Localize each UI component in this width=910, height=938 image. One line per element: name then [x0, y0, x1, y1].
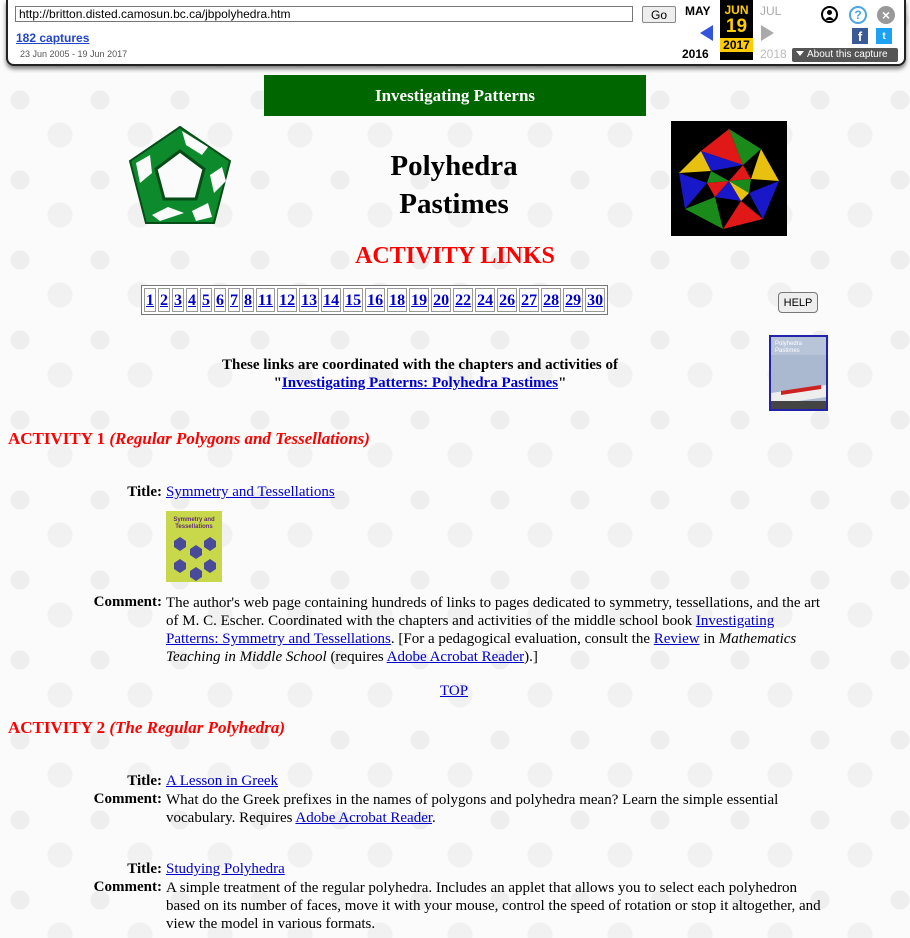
investigating-patterns-symmetry-link[interactable]: Investigating Patterns: Symmetry and Tessellations [166, 613, 775, 647]
page-title [340, 147, 568, 223]
current-capture-date [720, 0, 753, 60]
go-button[interactable]: Go [642, 6, 676, 23]
facebook-icon[interactable]: f [852, 28, 868, 44]
activity-1-heading [8, 429, 370, 449]
activity-nav-link-20[interactable]: 20 [433, 292, 450, 309]
coordination-link-line [190, 374, 650, 392]
activity-nav-cell [431, 288, 451, 312]
captures-link[interactable]: 182 captures [16, 31, 90, 45]
review-link[interactable]: Review [653, 631, 700, 647]
activity-nav-link-1[interactable]: 1 [146, 292, 154, 309]
lesson-in-greek-comment [166, 791, 826, 827]
activity-nav-cell [585, 288, 605, 312]
stellated-polyhedron-image [671, 121, 787, 236]
comment-text: The author's web page containing hundreds of links to pages dedicated to symmetry, tessellations, and the art of M. C. Escher. Coordinated with the chapters and activities of the middle school book [166, 595, 821, 629]
book-cover-title: Polyhedra Pastimes [775, 341, 803, 354]
about-capture-button[interactable] [792, 48, 898, 62]
activity-nav-link-19[interactable]: 19 [411, 292, 428, 309]
activity-nav-cell [453, 288, 473, 312]
top-link[interactable]: TOP [440, 683, 469, 699]
title-label: Title: [127, 484, 162, 500]
symmetry-tessellations-book-cover[interactable] [166, 511, 222, 582]
sym-cover-art [166, 531, 222, 581]
activity-nav-cell [475, 288, 495, 312]
activity-2-subtitle: (The Regular Polyhedra) [109, 718, 286, 737]
current-day: 19 [725, 16, 748, 37]
activity-nav-link-5[interactable]: 5 [202, 292, 210, 309]
adobe-acrobat-link[interactable]: Adobe Acrobat Reader [295, 810, 433, 826]
quote-open: " [273, 375, 282, 391]
activity-nav-cell [277, 288, 297, 312]
activity-nav-cell [299, 288, 319, 312]
activity-links-heading: ACTIVITY LINKS [355, 243, 555, 269]
activity-nav-link-30[interactable]: 30 [587, 292, 604, 309]
next-month-link[interactable]: JUL [760, 4, 782, 18]
comment-label: Comment: [93, 594, 162, 610]
coordination-text: These links are coordinated with the chapters and activities of [222, 357, 618, 373]
title-label: Title: [127, 773, 162, 789]
activity-nav-link-24[interactable]: 24 [477, 292, 494, 309]
activity-nav-cell [228, 288, 240, 312]
activity-nav-link-29[interactable]: 29 [565, 292, 582, 309]
coordination-note [190, 356, 650, 392]
help-icon[interactable]: ? [849, 6, 867, 24]
comment-label: Comment: [93, 791, 162, 807]
dodecahedron-image [122, 123, 238, 233]
activity-2-heading [8, 718, 285, 738]
activity-nav-cell [409, 288, 429, 312]
prev-capture-arrow-icon[interactable] [700, 25, 713, 41]
user-icon[interactable] [821, 6, 838, 23]
polyhedra-pastimes-book-cover[interactable] [769, 335, 828, 411]
activity-nav-cell [158, 288, 170, 312]
quote-close: " [558, 375, 567, 391]
activity-nav-link-8[interactable]: 8 [244, 292, 252, 309]
comment-text: (requires [326, 649, 387, 665]
studying-polyhedra-link[interactable]: Studying Polyhedra [166, 861, 285, 877]
prev-month-link[interactable]: MAY [685, 4, 711, 18]
about-capture-label: About this capture [807, 49, 888, 60]
activity-2-label: ACTIVITY 2 [8, 718, 106, 737]
next-capture-arrow-icon[interactable] [761, 25, 774, 41]
activity-nav-cell [144, 288, 156, 312]
investigating-patterns-banner: Investigating Patterns [264, 75, 646, 116]
activity-1-comment [166, 594, 826, 666]
activity-nav-cell [214, 288, 226, 312]
next-year-link[interactable]: 2018 [760, 47, 787, 61]
wayback-toolbar [6, 0, 906, 66]
activity-nav-link-4[interactable]: 4 [188, 292, 196, 309]
current-month: JUN [724, 3, 749, 17]
activity-nav-link-3[interactable]: 3 [174, 292, 182, 309]
activity-nav-cell [519, 288, 539, 312]
activity-1-label: ACTIVITY 1 [8, 429, 106, 448]
sym-cover-title: Symmetry and Tessellations [173, 517, 215, 530]
current-year: 2017 [720, 38, 753, 52]
activity-nav-cell [365, 288, 385, 312]
journal-title: Mathematics Teaching in Middle School [166, 631, 797, 665]
chevron-down-icon [796, 51, 804, 56]
activity-nav-link-18[interactable]: 18 [389, 292, 406, 309]
activity-nav-link-28[interactable]: 28 [543, 292, 560, 309]
activity-nav-cell [541, 288, 561, 312]
comment-text: . [For a pedagogical evaluation, consult the [390, 631, 654, 647]
activity-nav-link-12[interactable]: 12 [279, 292, 296, 309]
activity-nav-link-7[interactable]: 7 [230, 292, 238, 309]
activity-nav-link-16[interactable]: 16 [367, 292, 384, 309]
activity-nav-cell [387, 288, 407, 312]
title-line-1: Polyhedra [390, 150, 518, 182]
activity-nav-link-2[interactable]: 2 [160, 292, 168, 309]
comment-text: What do the Greek prefixes in the names of polygons and polyhedra mean? Learn the simple essential vocabulary. Requires [166, 792, 779, 826]
studying-polyhedra-comment: A simple treatment of the regular polyhedra. Includes an applet that allows you to select each polyhedron based on its number of faces, move it with your mouse, control the speed of rotation or stop it altogether, and view the model in various formats. [166, 880, 821, 932]
book-cover-art [771, 355, 826, 410]
activity-nav-link-13[interactable]: 13 [301, 292, 318, 309]
activity-nav-cell [242, 288, 254, 312]
help-button[interactable]: HELP [778, 292, 818, 313]
activity-nav-link-15[interactable]: 15 [345, 292, 362, 309]
date-range: 23 Jun 2005 - 19 Jun 2017 [20, 49, 128, 59]
polyhedra-pastimes-book-link[interactable]: Investigating Patterns: Polyhedra Pastimes [281, 375, 559, 391]
activity-nav-cell [256, 288, 275, 312]
activity-nav-cell [172, 288, 184, 312]
url-input[interactable] [15, 6, 633, 22]
activity-1-subtitle: (Regular Polygons and Tessellations) [109, 429, 370, 448]
close-icon[interactable]: × [877, 6, 895, 24]
symmetry-tessellations-link[interactable]: Symmetry and Tessellations [166, 484, 335, 500]
comment-text: ).] [524, 649, 538, 665]
comment-label: Comment: [93, 879, 162, 895]
comment-text: in [699, 631, 719, 647]
prev-year-link[interactable]: 2016 [682, 47, 709, 61]
activity-nav-link-14[interactable]: 14 [323, 292, 340, 309]
activity-nav-cell [321, 288, 341, 312]
lesson-in-greek-link[interactable]: A Lesson in Greek [166, 773, 279, 789]
comment-text: . [432, 810, 436, 826]
title-label: Title: [127, 861, 162, 877]
activity-nav-cell [343, 288, 363, 312]
activity-nav-link-6[interactable]: 6 [216, 292, 224, 309]
twitter-icon[interactable]: t [876, 28, 892, 44]
activity-nav-link-22[interactable]: 22 [455, 292, 472, 309]
activity-nav-link-26[interactable]: 26 [499, 292, 516, 309]
activity-nav-cell [497, 288, 517, 312]
activity-nav-link-27[interactable]: 27 [521, 292, 538, 309]
title-line-2: Pastimes [399, 188, 509, 220]
activity-nav-cell [186, 288, 198, 312]
adobe-acrobat-link[interactable]: Adobe Acrobat Reader [386, 649, 525, 665]
activity-nav-link-11[interactable]: 11 [258, 292, 274, 309]
activity-nav-cell [563, 288, 583, 312]
activity-number-nav [141, 285, 608, 315]
activity-nav-cell [200, 288, 212, 312]
